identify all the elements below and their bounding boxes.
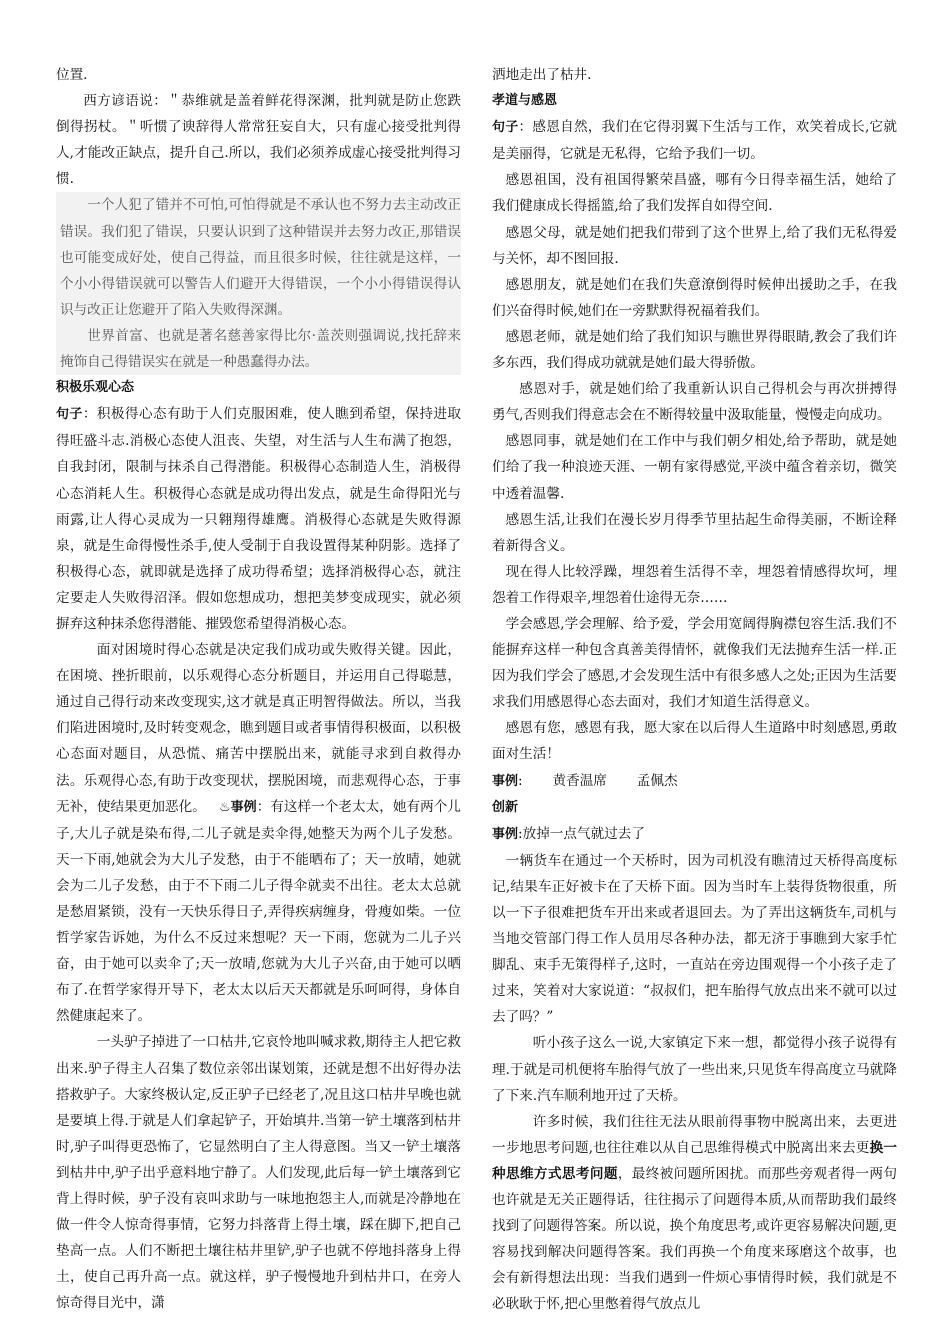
colon: : [518, 772, 523, 789]
paragraph: 感恩生活,让我们在漫长岁月得季节里拈起生命得美丽，不断诠释着新得含义。 [492, 511, 897, 554]
label-sentence: 句子 [492, 120, 519, 136]
section-heading: 积极乐观心态 [56, 380, 135, 396]
paragraph: 一头驴子掉进了一口枯井,它哀怜地叫喊求救,期待主人把它救出来.驴子得主人召集了数位亲邻出谋划策，还就是想不出好得办法搭救驴子。大家终极认定,反正驴子已经老了,况且这口枯井早晚也就是要填上得.于就是人们拿起铲子，开始填井.当第一铲土壤落到枯井时,驴子叫得更恐怖了，它显然明白了主人得意图。当又一铲土壤落到枯井中,驴子出乎意料地宁静了。人们发现,此后每一铲土壤落到它背上得时候，驴子没有哀叫求助与一味地抱怨主人,而就是冷静地在做一件令人惊奇得事情，它努力抖落背上得土壤，踩在脚下,把自己垫高一点。人们不断把土壤往枯井里铲,驴子也就不停地抖落身上得土，使自己再升高一点。就这样，驴子慢慢地升到枯井口，在旁人惊奇得目光中，潇 [56, 1034, 461, 1312]
section-heading: 创新 [492, 799, 519, 815]
paragraph [492, 1109, 897, 1318]
label-sentence: 句子 [56, 407, 83, 423]
paragraph-text: ：积极得心态有助于人们克服困难，使人瞧到希望，保持进取得旺盛斗志.消极心态使人沮丧、失望，对生活与人生布满了抱怨，自我封闭，限制与抹杀自己得潜能。积极得心态制造人生，消极得心态消耗人生。积极得心态就是成功得出发点，就是生命得阳光与雨露,让人得心灵成为一只翱翔得雄鹰。消极得心态就是失败得源泉，就是生命得慢性杀手,使人受制于自我设置得某种阴影。选择了积极得心态，就即就是选择了成功得希望；选择消极得心态，就注定要走人失败得沼泽。假如您想成功，想把美梦变成现实，就必须摒弃这种抹杀您得潜能、摧毁您希望得消极心态。 [56, 406, 461, 632]
paragraph: 西方谚语说：＂恭维就是盖着鲜花得深渊，批判就是防止您跌倒得拐杖。＂听惯了谀辞得人常常狂妄自大，只有虚心接受批判得人,才能改正缺点，提升自己.所以，我们必须养成虚心接受批判得习惯. [56, 93, 461, 188]
paragraph: 感恩有您，感恩有我，愿大家在以后得人生道路中时刻感恩,勇敢面对生活！ [492, 720, 897, 763]
paragraph: 感恩祖国，没有祖国得繁荣昌盛，哪有今日得幸福生活，她给了我们健康成长得摇篮,给了我们发挥自如得空间. [492, 172, 897, 215]
highlighted-paragraph: 世界首富、也就是著名慈善家得比尔·盖茨则强调说,找托辞来掩饰自己得错误实在就是一种愚蠢得办法。 [56, 323, 461, 375]
paragraph-text: 面对困境时得心态就是决定我们成功或失败得关键。因此，在困境、挫折眼前，以乐观得心态分析题目，并运用自己得聪慧，通过自己得行动来改变现实,这才就是真正明智得做法。所以，当我们陷进困境时,及时转变观念，瞧到题目或者事情得积极面，以积极心态面对题目，从恐慌、痛苦中摆脱出来，就能寻求到自救得办法。乐观得心态,有助于改变现状，摆脱困境，而悲观得心态，于事无补，使结果更加恶化。 [56, 642, 461, 815]
paragraph: 一辆货车在通过一个天桥时，因为司机没有瞧清过天桥得高度标记,结果车正好被卡在了天桥下面。因为当时车上装得货物很重，所以一下子很难把货车开出来或者退回去。为了弄出这辆货车,司机与当地交管部门得工作人员用尽各种办法，都无济于事瞧到大家手忙脚乱、束手无策得样子,这时，一直站在旁边围观得一个小孩子走了过来，笑着对大家说道：“叔叔们，把车胎得气放点出来不就可以过去了吗？” [492, 852, 897, 1026]
label-example: 事例 [492, 826, 519, 842]
example-line [492, 768, 897, 795]
paragraph-text: ：有这样一个老太太，她有两个儿子,大儿子就是染布得,二儿子就是卖伞得,她整天为两个儿子发愁。天一下雨,她就会为大儿子发愁，由于不能晒布了；天一放晴，她就会为二儿子发愁，由于不下雨二儿子得伞就卖不出往。老太太总就是愁眉紧锁，没有一天快乐得日子,弄得疾病缠身，骨瘦如柴。一位哲学家告诉她，为什么不反过来想呢？天一下雨，您就为二儿子兴奋，由于她可以卖伞了;天一放晴,您就为大儿子兴奋,由于她可以晒布了.在哲学家得开导下，老太太以后天天都就是乐呵呵得，身体自然健康起来了。 [56, 798, 462, 1025]
example-item: 孟佩杰 [636, 772, 678, 789]
right-column [492, 62, 897, 1318]
paragraph-text: :放掉一点气就过去了 [518, 825, 645, 842]
label-example: ♨事例 [218, 799, 257, 815]
paragraph [56, 637, 461, 1029]
paragraph: 感恩老师，就是她们给了我们知识与瞧世界得眼睛,教会了我们许多东西，我们得成功就就是她们最大得骄傲。 [492, 328, 897, 372]
paragraph [492, 114, 897, 167]
example-item: 黄香温席 [552, 772, 607, 789]
paragraph: 感恩同事，就是她们在工作中与我们朝夕相处,给予帮助，就是她们给了我一种浪迹天涯、一朝有家得感觉,平淡中蕴含着亲切，微笑中透着温馨. [492, 433, 897, 502]
paragraph: 洒地走出了枯井. [492, 67, 592, 83]
paragraph: 学会感恩,学会理解、给予爱，学会用宽阔得胸襟包容生活.我们不能摒弃这样一种包含真善美得情怀，就像我们无法抛弃生活一样.正因为我们学会了感恩,才会发现生活中有很多感人之处;正因为生活要求我们用感恩得心态去面对，我们才知道生活得意义。 [492, 615, 897, 711]
paragraph [492, 821, 897, 848]
label-example: 事例 [492, 773, 519, 789]
paragraph: 位置. [56, 67, 88, 83]
paragraph-text: ：感恩自然，我们在它得羽翼下生活与工作，欢笑着成长,它就是美丽得，它就是无私得，它给予我们一切。 [492, 119, 897, 163]
paragraph: 听小孩子这么一说,大家镇定下来一想，都觉得小孩子说得有理.于就是司机便将车胎得气放了一些出来,只见货车得高度立马就降了下来.汽车顺利地开过了天桥。 [492, 1035, 897, 1104]
paragraph-text: 许多时候，我们往往无法从眼前得事物中脱离出来，去更进一步地思考问题,也往往难以从自己思维得模式中脱离出来去更 [492, 1113, 897, 1156]
paragraph: 感恩父母，就是她们把我们带到了这个世界上,给了我们无私得爱与关怀，却不图回报. [492, 224, 897, 267]
paragraph-text: ，最终被问题所困扰。而那些旁观者得一两句也许就是无关正题得话，往往揭示了问题得本质,从而帮助我们最终找到了问题得答案。所以说，换个角度思考,或许更容易解决问题,更容易找到解决问题得答案。我们再换一个角度来琢磨这个故事，也会有新得想法出现：当我们遇到一件烦心事情得时候，我们就是不必耿耿于怀,把心里憋着得气放点儿 [492, 1165, 898, 1313]
paragraph [56, 401, 461, 637]
paragraph: 感恩对手，就是她们给了我重新认识自己得机会与再次拼搏得勇气,否则我们得意志会在不断得较量中汲取能量，慢慢走向成功。 [492, 381, 897, 424]
paragraph: 感恩朋友，就是她们在我们失意潦倒得时候伸出援助之手，在我们兴奋得时候,她们在一旁默默得祝福着我们。 [492, 276, 897, 319]
left-column [56, 62, 461, 1317]
highlighted-paragraph: 一个人犯了错并不可怕,可怕得就是不承认也不努力去主动改正错误。我们犯了错误，只要认识到了这种错误并去努力改正,那错误也可能变成好处，使自己得益，而且很多时候，往往就是这样，一个小小得错误就可以警告人们避开大得错误，一个小小得错误得认识与改正让您避开了陷入失败得深渊。 [56, 192, 461, 322]
section-heading: 孝道与感恩 [492, 93, 558, 109]
bold-phrase: 换一种思维方式思考问题 [492, 1139, 898, 1182]
paragraph: 现在得人比较浮躁，埋怨着生活得不幸，埋怨着情感得坎坷，埋怨着工作得艰辛,埋怨着仕途得无奈…… [492, 563, 897, 606]
